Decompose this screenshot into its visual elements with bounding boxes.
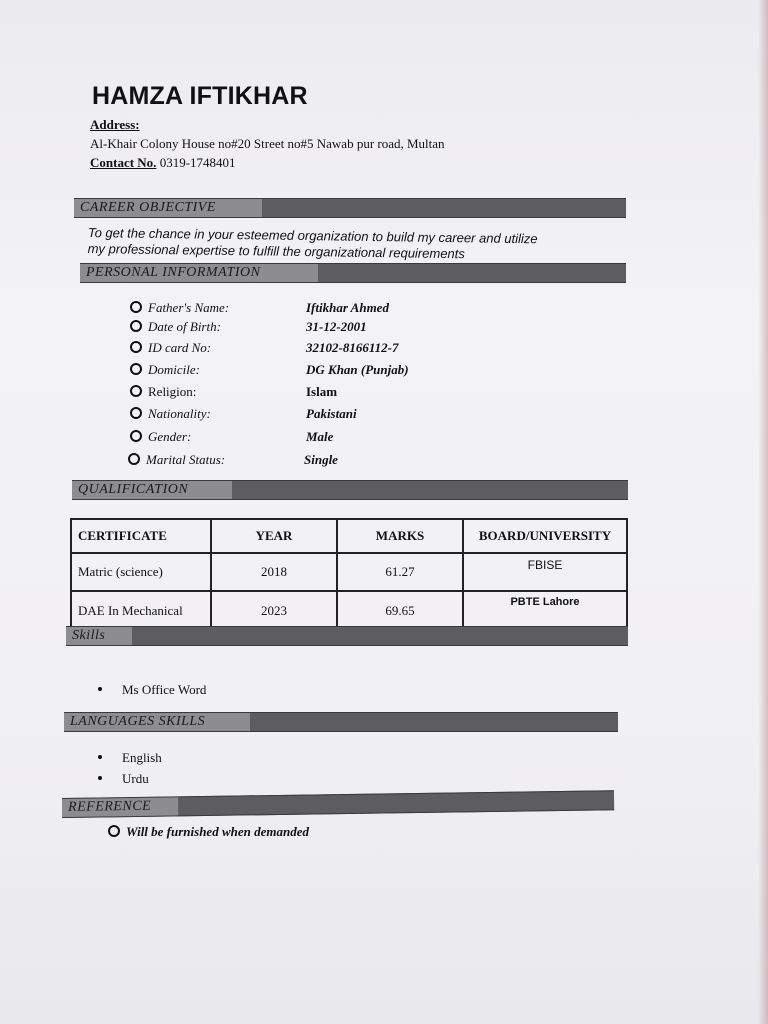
address-value: Al-Khair Colony House no#20 Street no#5 Nawab pur road, Multan: [90, 136, 445, 151]
reference-text: Will be furnished when demanded: [126, 824, 309, 839]
table-row: [71, 553, 627, 591]
contact-label: Contact No.: [90, 155, 157, 170]
column-header: CERTIFICATE: [71, 519, 211, 553]
bullet-dot-icon: [98, 755, 102, 759]
table-cell: Matric (science): [71, 553, 211, 591]
personal-value: DG Khan (Punjab): [306, 362, 409, 377]
table-cell: PBTE Lahore: [463, 591, 627, 631]
languages-skills-heading: LANGUAGES SKILLS: [64, 713, 250, 731]
personal-label: Marital Status:: [146, 452, 226, 467]
circle-bullet-icon: [130, 320, 142, 332]
list-item: [98, 750, 162, 766]
circle-bullet-icon: [108, 825, 120, 837]
list-item: [98, 682, 206, 698]
career-objective-heading: CAREER OBJECTIVE: [74, 199, 262, 217]
objective-line-1: To get the chance in your esteemed organization to build my career and utilize: [87, 225, 538, 247]
skills-heading: Skills: [66, 627, 132, 645]
circle-bullet-icon: [128, 453, 140, 465]
column-header: YEAR: [211, 519, 337, 553]
career-objective-text: [88, 225, 628, 265]
personal-label: Domicile:: [148, 362, 200, 377]
circle-bullet-icon: [130, 301, 142, 313]
personal-label: Religion:: [148, 384, 197, 399]
personal-information-heading: PERSONAL INFORMATION: [80, 264, 318, 282]
personal-label: Date of Birth:: [148, 319, 221, 334]
circle-bullet-icon: [130, 430, 142, 442]
list-item: [98, 771, 149, 787]
qualification-heading: QUALIFICATION: [72, 481, 232, 499]
circle-bullet-icon: [130, 407, 142, 419]
circle-bullet-icon: [130, 363, 142, 375]
personal-value: Pakistani: [306, 406, 357, 421]
bullet-dot-icon: [98, 776, 102, 780]
table-cell: 2023: [211, 591, 337, 631]
personal-information-bar: [80, 263, 626, 283]
personal-value: 32102-8166112-7: [306, 340, 399, 355]
reference-heading: REFERENCE: [62, 797, 178, 817]
skills-bar: [66, 626, 628, 646]
candidate-name: HAMZA IFTIKHAR: [92, 82, 308, 110]
table-cell: 61.27: [337, 553, 463, 591]
language-text: Urdu: [122, 771, 149, 786]
skill-text: Ms Office Word: [122, 682, 207, 697]
table-cell: DAE In Mechanical: [71, 591, 211, 631]
circle-bullet-icon: [130, 385, 142, 397]
column-header: BOARD/UNIVERSITY: [463, 519, 627, 553]
personal-value: Iftikhar Ahmed: [306, 300, 389, 315]
personal-label: Gender:: [148, 429, 192, 444]
table-row: [71, 591, 627, 631]
column-header: MARKS: [337, 519, 463, 553]
bullet-dot-icon: [98, 687, 102, 691]
personal-label: ID card No:: [148, 340, 212, 355]
career-objective-bar: [74, 198, 626, 218]
table-cell: FBISE: [463, 553, 627, 591]
page-edge-shadow: [758, 0, 768, 1024]
table-cell: 2018: [211, 553, 337, 591]
personal-label: Father's Name:: [148, 300, 230, 315]
contact-value: 0319-1748401: [159, 155, 236, 170]
table-cell: 69.65: [337, 591, 463, 631]
language-text: English: [122, 750, 162, 765]
objective-line-2: my professional expertise to fulfill the organizational requirements: [87, 240, 465, 262]
reference-bar: [62, 790, 614, 818]
contact-line: [90, 155, 236, 171]
qualification-bar: [72, 480, 628, 500]
qualification-table: [70, 518, 628, 632]
personal-value: Male: [306, 429, 334, 444]
personal-value: 31-12-2001: [306, 319, 367, 334]
languages-skills-bar: [64, 712, 618, 732]
circle-bullet-icon: [130, 341, 142, 353]
address-label: Address:: [90, 117, 140, 132]
reference-line: [108, 824, 309, 840]
personal-value: Single: [304, 452, 338, 467]
table-header-row: [71, 519, 627, 553]
personal-value: Islam: [306, 384, 338, 399]
personal-label: Nationality:: [148, 406, 211, 421]
address-label-line: [90, 117, 140, 133]
